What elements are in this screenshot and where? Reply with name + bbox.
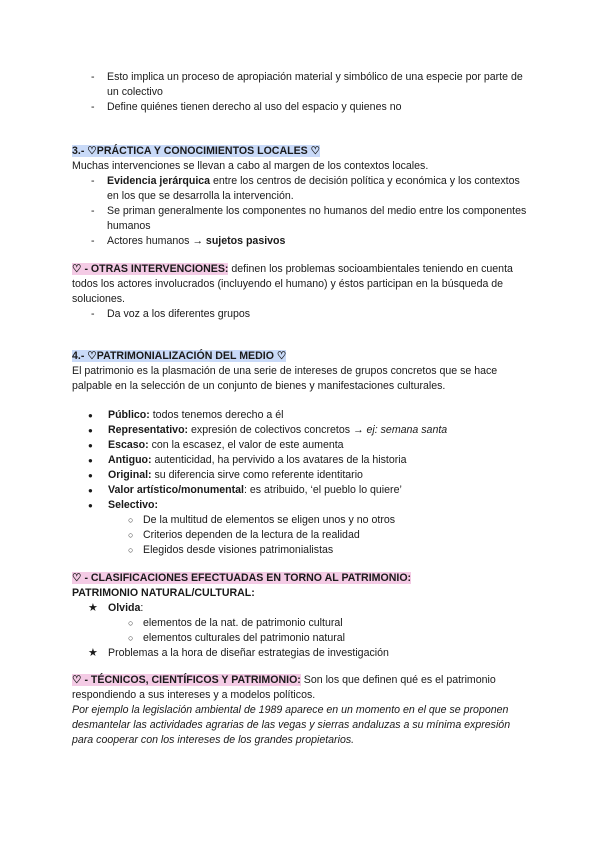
list-item: - Evidencia jerárquica entre los centros de decisión política y económica y los contextos en los que se desarrolla la intervención. bbox=[72, 174, 532, 204]
list-item: - Actores humanos → sujetos pasivos bbox=[72, 234, 532, 249]
section-4-bullets bbox=[72, 408, 532, 558]
section-3-list bbox=[72, 174, 532, 249]
otras-label: ♡ - OTRAS INTERVENCIONES: bbox=[72, 263, 229, 275]
list-item: ○ Elegidos desde visiones patrimonialistas bbox=[72, 543, 532, 558]
list-item: - Se priman generalmente los componentes no humanos del medio entre los componentes humanos bbox=[72, 204, 532, 234]
section-3-title: 3.- ♡PRÁCTICA Y CONOCIMIENTOS LOCALES ♡ bbox=[72, 145, 321, 157]
list-item: ● Público: todos tenemos derecho a él bbox=[72, 408, 532, 423]
selectivo-sublist bbox=[72, 513, 532, 558]
section-4 bbox=[72, 349, 532, 394]
section-3-intro: Muchas intervenciones se llevan a cabo al margen de los contextos locales. bbox=[72, 160, 429, 172]
list-item: ● Escaso: con la escasez, el valor de este aumenta bbox=[72, 438, 532, 453]
clasificaciones-list bbox=[72, 601, 532, 616]
section-4-title: 4.- ♡PATRIMONIALIZACIÓN DEL MEDIO ♡ bbox=[72, 350, 287, 362]
list-item: ★ Problemas a la hora de diseñar estrategias de investigación bbox=[72, 646, 532, 661]
section-title bbox=[72, 144, 532, 159]
list-item: ○ elementos de la nat. de patrimonio cultural bbox=[72, 616, 532, 631]
paragraph: ♡ - OTRAS INTERVENCIONES: definen los problemas socioambientales teniendo en cuenta todos los actores involucrados (incluyendo el humano) y éstos participan en la búsqueda de soluciones. bbox=[72, 263, 513, 305]
list-item: ● Selectivo: bbox=[72, 498, 532, 513]
list-item: ● Original: su diferencia sirve como referente identitario bbox=[72, 468, 532, 483]
list-item: ○ De la multitud de elementos se eligen unos y no otros bbox=[72, 513, 532, 528]
paragraph: ♡ - TÉCNICOS, CIENTÍFICOS Y PATRIMONIO: Son los que definen qué es el patrimonio respondiendo a sus intereses y a modelos políticos. bbox=[72, 674, 496, 701]
list-item: - Define quiénes tienen derecho al uso del espacio y quienes no bbox=[72, 100, 532, 115]
tecnicos bbox=[72, 673, 532, 748]
paragraph bbox=[72, 571, 532, 586]
list-item: ○ Criterios dependen de la lectura de la realidad bbox=[72, 528, 532, 543]
otras-list bbox=[72, 307, 532, 322]
otras-intervenciones bbox=[72, 262, 532, 322]
list-item: ★ Olvida: bbox=[72, 601, 532, 616]
intro-list bbox=[72, 70, 532, 115]
list-item: - Da voz a los diferentes grupos bbox=[72, 307, 532, 322]
list-item: ● Valor artístico/monumental: es atribuido, ‘el pueblo lo quiere’ bbox=[72, 483, 532, 498]
olvida-sublist bbox=[72, 616, 532, 646]
clasificaciones-list-2 bbox=[72, 646, 532, 661]
list-item: - Esto implica un proceso de apropiación material y simbólico de una especie por parte de un colectivo bbox=[72, 70, 532, 100]
section-title bbox=[72, 349, 532, 364]
section-4-intro: El patrimonio es la plasmación de una serie de intereses de grupos concretos que se hace palpable en la selección de un conjunto de bienes y manifestaciones culturales. bbox=[72, 365, 498, 392]
tecnicos-label: ♡ - TÉCNICOS, CIENTÍFICOS Y PATRIMONIO: bbox=[72, 674, 301, 686]
clasificaciones-label: ♡ - CLASIFICACIONES EFECTUADAS EN TORNO AL PATRIMONIO: bbox=[72, 572, 412, 584]
list-item: ● Antiguo: autenticidad, ha pervivido a los avatares de la historia bbox=[72, 453, 532, 468]
list-item: ● Representativo: expresión de colectivos concretos → ej: semana santa bbox=[72, 423, 532, 438]
list-item: ○ elementos culturales del patrimonio natural bbox=[72, 631, 532, 646]
clasificaciones-subtitle: PATRIMONIO NATURAL/CULTURAL: bbox=[72, 587, 255, 599]
tecnicos-example: Por ejemplo la legislación ambiental de 1989 aparece en un momento en el que se proponen desmantelar las actividades agrarias de las vegas y sierras andaluzas a su mínima expresión para cooperar con los intereses de los grandes propietarios. bbox=[72, 704, 511, 746]
section-3 bbox=[72, 144, 532, 249]
clasificaciones bbox=[72, 571, 532, 661]
